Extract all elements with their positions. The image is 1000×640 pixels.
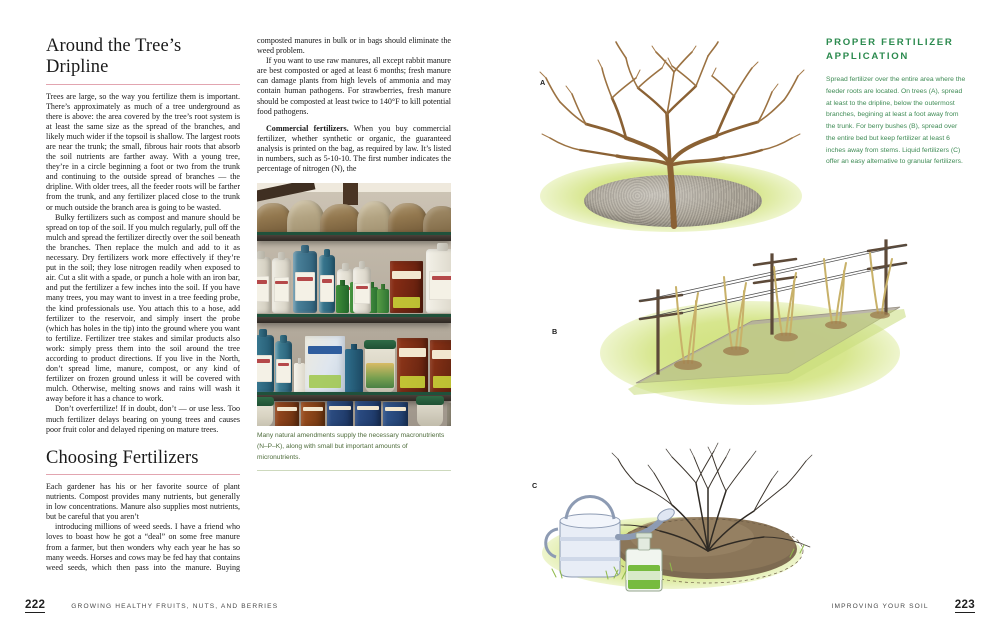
fertilizer-jug-blue [319, 255, 335, 313]
product-label [276, 359, 290, 383]
amendment-box [447, 403, 451, 426]
amendment-box [301, 402, 325, 426]
box-title-panel [385, 407, 407, 411]
shelf-price-rail [257, 232, 451, 235]
pail-lid [416, 396, 444, 405]
paragraph-1: Trees are large, so the way you fertilize them is important. There’s approximately as much of a tree underground as there is above: the area covered by the tree’s root system is at least the same size as the spread of the branches, and likely much wider if the topsoil is shallow. The largest roots are near the trunk; the small, fibrous hair roots that absorb the soil nutrients are farther away. With a young tree, they’re in a circle beginning a foot or two from the trunk and continuing to the outside spread of branches — the dripline. With older trees, all the feeder roots will be farther from the trunk, and any fertilizer placed close to the trunk or much outside the branch area is going to be wasted. [46, 91, 240, 212]
fertilizer-bottle-green [336, 285, 349, 313]
white-bottle [294, 363, 305, 393]
fertilizer-bottle-green [345, 349, 363, 393]
fertilizer-jug-blue [275, 341, 292, 393]
paragraph-7-commercial [257, 124, 451, 174]
bag-accent-panel [309, 375, 341, 388]
paragraph-2: Bulky fertilizers such as compost and manure should be spread on top of the soil. If you mulch regularly, pull off the mulch and spread the fertilizer directly over the soil beneath the branches. Then replace the mulch and add to it as necessary. Dry fertilizers work more effectively if they’re put in the soil; they lose nitrogen readily when exposed to air. Cut a slit with a spade, or punch a hole with an iron bar, and put the fertilizer a few inches into the soil. If you have many trees, you may want to invest in a tree feeding probe, the kind professionals use. You attach this to a hose, add fertilizer to the reservoir, and simply insert the probe (which has holes in the tip) into the ground where you want to fertilize. Fertilizer tree stakes and similar products also work: simply press them into the soil around the tree according to product directions. If you live in the North, don’t spread lime, manure, compost, or any kind of fertilizer on frozen ground unless it will be covered with mulch. Otherwise, melting snows and rains will wash it away before it has a chance to work. [46, 212, 240, 404]
shrub-wateringcan-svg [522, 425, 822, 600]
fertilizer-pail [257, 401, 273, 426]
product-label [257, 276, 269, 302]
right-page [500, 0, 1000, 640]
figure-label-a: A [540, 78, 546, 87]
sidebar-proper-fertilizer-application [826, 36, 968, 168]
box-title-panel [329, 406, 351, 410]
figure-a-tree [522, 38, 822, 233]
box-accent-panel [400, 376, 425, 388]
pail-lid [364, 340, 396, 349]
run-in-heading: Commercial fertilizers. [266, 123, 349, 133]
figure-c-liquid-fertilizer [522, 425, 822, 600]
shelf-price-rail [257, 392, 451, 395]
amendment-box [327, 401, 353, 426]
photo-caption: Many natural amendments supply the necessary macronutrients (N–P–K), along with small but important amounts of micronutrients. [257, 431, 451, 471]
box-accent-panel [433, 376, 451, 388]
sidebar-body: Spread fertilizer over the entire area where the feeder roots are located. On trees (A), spread at least to the dripline, below the outermost branches, begining at least a foot away from the trunk. For berry bushes (B), spread over the entire bed but keep fertilizer at least 6 inches away from stems. Liquid fertilizers (C) offer an easy alternative to granular fertilizers. [826, 76, 966, 166]
shelf-row-bottom [257, 399, 451, 426]
product-label [320, 275, 333, 302]
product-label [295, 272, 315, 301]
right-content-area [514, 30, 986, 585]
pail-label [366, 363, 394, 388]
left-text-area [46, 36, 451, 581]
box-title-panel [432, 350, 451, 359]
paragraph-4: Each gardener has his or her favorite source of plant nutrients. Compost provides many nutrients, but generally in low concentrations. Manure also supplies most nutrients, but be careful that you aren’t [46, 481, 240, 522]
product-label [354, 283, 369, 304]
photo-block [257, 183, 451, 471]
amendment-box [383, 402, 408, 426]
tree-illustration-svg [522, 38, 822, 233]
subheading-rule [46, 474, 240, 475]
box-title-panel [303, 407, 324, 411]
box-accent-panel [393, 297, 419, 308]
amendment-box [275, 402, 299, 426]
figure-label-c: C [532, 481, 538, 490]
blood-meal-box [397, 338, 428, 393]
blood-meal-box [390, 261, 423, 313]
shelf-row-liquids [257, 241, 451, 313]
paragraph-3: Don’t overfertilize! If in doubt, don’t — or use less. Too much fertilizer delays bearing on young trees and causes poor fruit color and delayed ripening on mature trees. [46, 404, 240, 434]
product-label [429, 271, 451, 300]
berry-bed-illustration-svg [600, 235, 910, 415]
fertilizer-jug [353, 267, 371, 313]
paragraph-6: If you want to use raw manures, all except rabbit manure are best composted or aged at least 6 months; fresh manure can damage plants from high levels of ammonia and may contain human pathogens. For strawberries, fresh manure should be composted at least twice to 140°F to kill potential food pathogens. [257, 56, 451, 116]
shelf-row-meals [257, 323, 451, 393]
fertilizer-jug [272, 258, 291, 313]
figure-label-b: B [552, 327, 558, 336]
run-in-body: When you buy commercial fertilizer, whether synthetic or organic, the guaranteed analysis is printed on the bag, as required by law. It’s listed in numbers, such as 5-10-10. The first number indicates the percentage of nitrogen (N), the [257, 123, 451, 174]
fertilizer-bottle-green [377, 289, 389, 313]
right-footer [832, 599, 975, 613]
bag-title-panel [308, 346, 342, 354]
page-number-right: 223 [954, 598, 975, 612]
page-number-left: 222 [25, 598, 46, 612]
fertilizer-pail [365, 344, 395, 393]
fertilizer-jug [426, 249, 451, 313]
fertilizer-jug-blue [293, 251, 317, 313]
left-footer [25, 599, 278, 613]
paragraph-5: introducing millions of weed seeds. I have a friend who loves to boast how he got a “deal” on some free manure from a farmer, but then wonders why each year he has so many weeds. Horses and cows may be fed hay that contains weed seeds, which then pass into the manure. Buying composted manures in bulk or in bags should eliminate the weed problem. [46, 36, 451, 572]
blood-meal-box [430, 340, 451, 393]
page-title: Around the Tree’s Dripline [46, 36, 182, 78]
fertilizer-jug-blue [257, 335, 274, 393]
box-title-panel [399, 348, 426, 357]
product-label [257, 355, 272, 382]
bone-meal-bag [305, 336, 345, 393]
fertilizer-jug [257, 257, 271, 313]
shelf-price-rail [257, 314, 451, 317]
product-label [274, 277, 290, 302]
pail-lid [257, 397, 274, 406]
two-column-text [46, 36, 451, 581]
box-title-panel [357, 406, 379, 410]
fertilizer-pail [417, 400, 443, 426]
fertilizer-shelf-photo [257, 183, 451, 426]
illustration-group [514, 30, 844, 590]
sidebar-heading: PROPER FERTILIZER APPLICATION [826, 37, 954, 62]
box-title-panel [277, 407, 298, 411]
box-title-panel [392, 271, 420, 280]
figure-b-berry-bed [552, 235, 910, 415]
heading-rule [46, 84, 240, 85]
running-head-right: IMPROVING YOUR SOIL [831, 603, 929, 611]
shelf-row-sacks [257, 195, 451, 237]
amendment-box [355, 401, 381, 426]
subsection-title: Choosing Fertilizers [46, 447, 199, 468]
running-head-left: GROWING HEALTHY FRUITS, NUTS, AND BERRIES [71, 603, 279, 611]
